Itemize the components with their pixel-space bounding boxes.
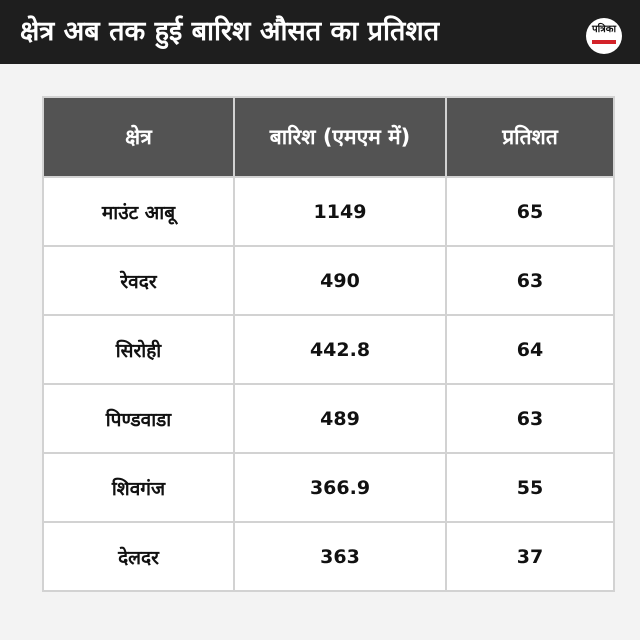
cell-percentage: 55 (446, 453, 614, 522)
cell-rainfall: 490 (234, 246, 446, 315)
table-row (43, 522, 614, 591)
cell-percentage: 64 (446, 315, 614, 384)
column-header-rainfall: बारिश (एमएम में) (234, 97, 446, 177)
table-row (43, 453, 614, 522)
column-header-percentage: प्रतिशत (446, 97, 614, 177)
column-header-region: क्षेत्र (43, 97, 234, 177)
rainfall-table-container (42, 96, 613, 592)
patrika-logo (586, 18, 622, 54)
table-row (43, 315, 614, 384)
cell-percentage: 37 (446, 522, 614, 591)
logo-text: पत्रिका (591, 24, 617, 35)
cell-region: पिण्डवाडा (43, 384, 234, 453)
cell-percentage: 63 (446, 384, 614, 453)
logo-accent-bar (592, 40, 616, 44)
cell-rainfall: 363 (234, 522, 446, 591)
table-row (43, 246, 614, 315)
table-row (43, 384, 614, 453)
header-bar (0, 0, 640, 64)
cell-region: सिरोही (43, 315, 234, 384)
table-header-row (43, 97, 614, 177)
cell-rainfall: 1149 (234, 177, 446, 246)
rainfall-table (42, 96, 615, 592)
page-title: क्षेत्र अब तक हुई बारिश औसत का प्रतिशत (20, 16, 440, 47)
table-row (43, 177, 614, 246)
cell-region: देलदर (43, 522, 234, 591)
cell-rainfall: 366.9 (234, 453, 446, 522)
table-body (43, 177, 614, 591)
cell-region: माउंट आबू (43, 177, 234, 246)
cell-percentage: 65 (446, 177, 614, 246)
cell-percentage: 63 (446, 246, 614, 315)
cell-region: शिवगंज (43, 453, 234, 522)
table-header (43, 97, 614, 177)
cell-rainfall: 489 (234, 384, 446, 453)
cell-rainfall: 442.8 (234, 315, 446, 384)
cell-region: रेवदर (43, 246, 234, 315)
